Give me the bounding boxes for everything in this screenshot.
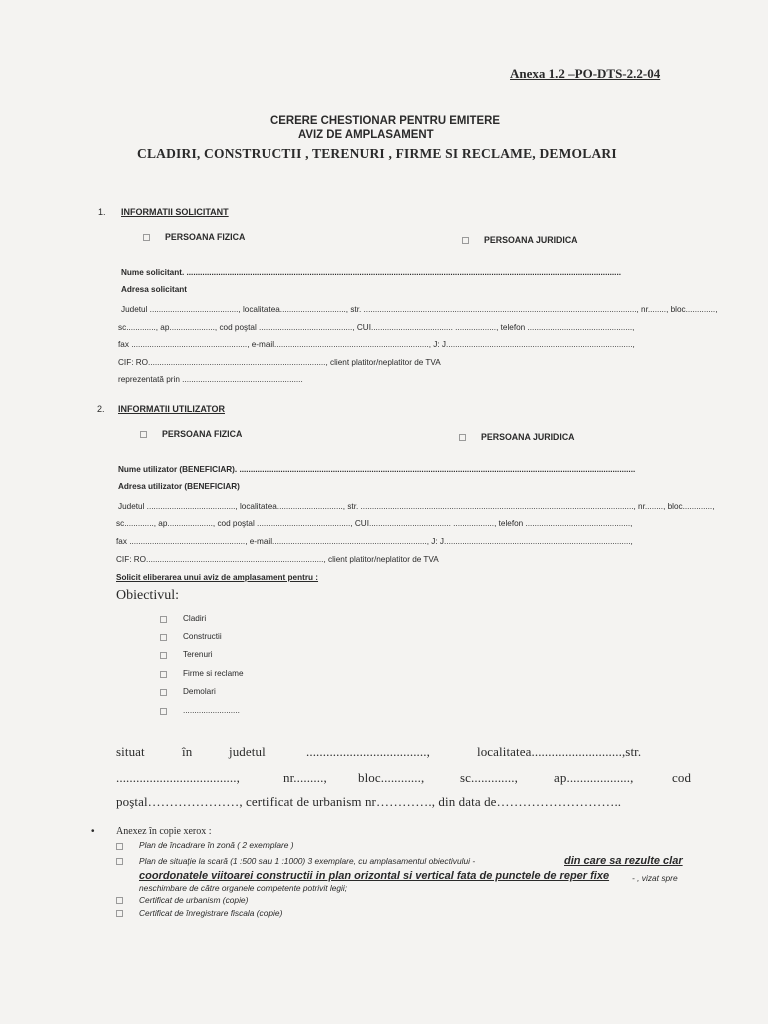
checkbox-persoana-fizica-1[interactable] xyxy=(143,234,150,241)
loc-in: în xyxy=(182,744,193,759)
objective-item-demolari: Demolari xyxy=(183,687,216,696)
annex-item-2-c: coordonatele viitoarei constructii in plan orizontal si vertical fata de punctele de reper fixe xyxy=(139,870,610,882)
section-2-number: 2. xyxy=(97,404,105,414)
label-adresa-utilizator: Adresa utilizator (BENEFICIAR) xyxy=(118,482,240,491)
annex-label: Anexa 1.2 –PO-DTS-2.2-04 xyxy=(510,66,661,81)
label-persoana-fizica-1: PERSOANA FIZICA xyxy=(165,232,246,242)
field-str[interactable]: ...................................., xyxy=(116,770,240,785)
request-line: Solicit eliberarea unui aviz de amplasament pentru : xyxy=(116,573,319,582)
section-1-title: INFORMATII SOLICITANT xyxy=(121,207,229,217)
checkbox-annex-1[interactable] xyxy=(116,843,123,850)
bullet-icon: • xyxy=(91,826,95,837)
checkbox-other[interactable] xyxy=(160,708,167,715)
section-2-title: INFORMATII UTILIZATOR xyxy=(118,404,225,414)
annex-item-3: Certificat de urbanism (copie) xyxy=(139,895,249,905)
checkbox-annex-4[interactable] xyxy=(116,910,123,917)
objective-item-cladiri: Cladiri xyxy=(183,614,207,623)
field-bloc[interactable]: bloc............, xyxy=(358,770,425,785)
checkbox-persoana-juridica-2[interactable] xyxy=(459,434,466,441)
checkbox-constructii[interactable] xyxy=(160,634,167,641)
field-address-line-2-u[interactable]: sc............., ap...................., cod poştal ........................................., CUI.................................... .................., telefon .............................................., xyxy=(116,519,633,528)
checkbox-persoana-juridica-1[interactable] xyxy=(462,237,469,244)
annex-item-2-d: - , vizat spre xyxy=(632,873,678,883)
field-ap[interactable]: ap..................., xyxy=(554,770,634,785)
checkbox-demolari[interactable] xyxy=(160,689,167,696)
field-localitatea[interactable]: localitatea...........................,str. xyxy=(477,744,642,759)
annex-item-2-e: neschimbare de către organele competente potrivit legii; xyxy=(139,883,348,893)
field-cif-line[interactable]: CIF: RO.............................................................................., client platitor/neplatitor de TVA xyxy=(118,358,441,367)
field-cif-line-u[interactable]: CIF: RO.............................................................................., client platitor/neplatitor de TVA xyxy=(116,555,439,564)
label-adresa-solicitant: Adresa solicitant xyxy=(121,285,187,294)
field-address-line-1-u[interactable]: Judetul ......................................., localitatea............................., str. ........................................................................................................................, nr........, bloc............., xyxy=(118,502,715,511)
objective-item-terenuri: Terenuri xyxy=(183,650,213,659)
field-address-line-2[interactable]: sc............., ap...................., cod poştal ........................................., CUI.................................... .................., telefon .............................................., xyxy=(118,323,635,332)
objective-item-firme: Firme si reclame xyxy=(183,669,244,678)
checkbox-persoana-fizica-2[interactable] xyxy=(140,431,147,438)
label-persoana-juridica-2: PERSOANA JURIDICA xyxy=(481,432,575,442)
objective-item-constructii: Constructii xyxy=(183,632,222,641)
loc-cod: cod xyxy=(672,770,692,785)
checkbox-terenuri[interactable] xyxy=(160,652,167,659)
annex-item-2-a: Plan de situaţie la scară (1 :500 sau 1 :1000) 3 exemplare, cu amplasamentul obiectivului - xyxy=(139,856,476,866)
field-sc[interactable]: sc............., xyxy=(460,770,518,785)
label-persoana-juridica-1: PERSOANA JURIDICA xyxy=(484,235,578,245)
label-persoana-fizica-2: PERSOANA FIZICA xyxy=(162,429,243,439)
field-postal-certificat[interactable]: poştal…………………, certificat de urbanism nr…………., din data de……………………….. xyxy=(116,794,622,809)
field-nume-utilizator[interactable]: Nume utilizator (BENEFICIAR). .............................................................................................................................................................................. xyxy=(118,465,636,474)
title-line-3: CLADIRI, CONSTRUCTII , TERENURI , FIRME SI RECLAME, DEMOLARI xyxy=(137,146,617,161)
loc-judetul: judetul xyxy=(229,744,266,759)
objective-item-other: ......................... xyxy=(183,706,240,715)
annex-item-4: Certificat de înregistrare fiscala (copie) xyxy=(139,908,283,918)
checkbox-firme-reclame[interactable] xyxy=(160,671,167,678)
annex-item-2-b: din care sa rezulte clar xyxy=(564,855,683,867)
field-nume-solicitant[interactable]: Nume solicitant. ............................................................................................................................................................................................... xyxy=(121,268,621,277)
title-line-2: AVIZ DE AMPLASAMENT xyxy=(298,127,434,141)
field-nr[interactable]: nr........., xyxy=(283,770,327,785)
loc-situat: situat xyxy=(116,744,145,759)
field-judetul[interactable]: ...................................., xyxy=(306,744,430,759)
title-line-1: CERERE CHESTIONAR PENTRU EMITERE xyxy=(270,113,500,127)
field-contact-line-u[interactable]: fax ..................................................., e-mail...................................................................., J: J.................................................................................., xyxy=(116,537,633,546)
field-address-line-1[interactable]: Judetul ......................................., localitatea............................., str. ........................................................................................................................, nr........, bloc............., xyxy=(121,305,718,314)
checkbox-annex-3[interactable] xyxy=(116,897,123,904)
section-1-number: 1. xyxy=(98,207,106,217)
checkbox-cladiri[interactable] xyxy=(160,616,167,623)
field-contact-line[interactable]: fax ..................................................., e-mail...................................................................., J: J.................................................................................., xyxy=(118,340,635,349)
checkbox-annex-2[interactable] xyxy=(116,858,123,865)
field-reprezentata[interactable]: reprezentată prin ..................................................... xyxy=(118,375,303,384)
objective-heading: Obiectivul: xyxy=(116,588,179,603)
annex-item-1: Plan de încadrare în zonă ( 2 exemplare ) xyxy=(139,840,294,850)
annex-heading: Anexez în copie xerox : xyxy=(116,826,212,837)
